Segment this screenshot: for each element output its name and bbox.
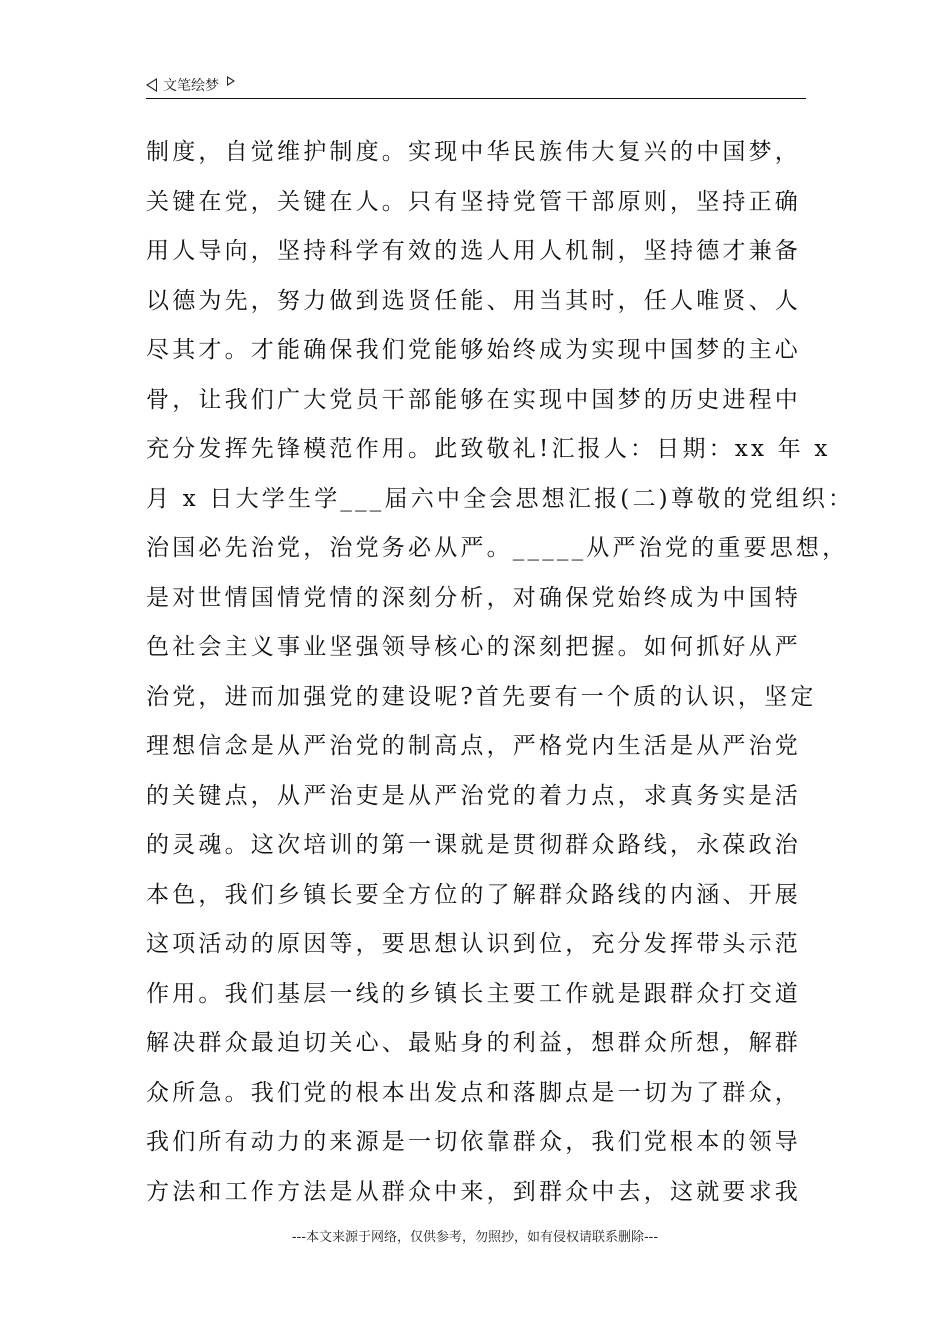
triangle-left-icon [146,78,157,92]
body-line: 骨，让我们广大党员干部能够在实现中国梦的历史进程中 [146,386,801,413]
body-line: 理想信念是从严治党的制高点，严格党内生活是从严治党 [146,733,801,759]
body-line: 以德为先，努力做到选贤任能、用当其时，任人唯贤、人 [146,287,801,314]
body-line: 关键在党，关键在人。只有坚持党管干部原则，坚持正确 [146,188,801,215]
document-body [146,128,855,1217]
header-title: 文笔绘梦 [163,78,219,94]
body-line: 尽其才。才能确保我们党能够始终成为实现中国梦的主心 [146,337,801,363]
body-line: 众所急。我们党的根本出发点和落脚点是一切为了群众， [146,1079,801,1106]
body-line: 解决群众最迫切关心、最贴身的利益，想群众所想，解群 [146,1030,801,1056]
body-line: 的关键点，从严治吏是从严治党的着力点，求真务实是活 [146,782,801,809]
body-line: 用人导向，坚持科学有效的选人用人机制，坚持德才兼备 [146,238,801,264]
body-line: 我们所有动力的来源是一切依靠群众，我们党根本的领导 [146,1129,801,1155]
body-line: 本色，我们乡镇长要全方位的了解群众路线的内涵、开展 [146,881,801,908]
body-line: 的灵魂。这次培训的第一课就是贯彻群众路线，永葆政治 [146,832,801,858]
body-line: 月 x 日大学生学___届六中全会思想汇报(二)尊敬的党组织： [146,485,855,512]
body-line: 是对世情国情党情的深刻分析，对确保党始终成为中国特 [146,584,801,611]
body-line: 这项活动的原因等，要思想认识到位，充分发挥带头示范 [146,931,801,957]
body-line: 作用。我们基层一线的乡镇长主要工作就是跟群众打交道 [146,980,801,1007]
body-line: 治党，进而加强党的建设呢?首先要有一个质的认识，坚定 [146,683,817,710]
body-line: 制度，自觉维护制度。实现中华民族伟大复兴的中国梦， [146,139,801,165]
body-line: 色社会主义事业坚强领导核心的深刻把握。如何抓好从严 [146,634,801,660]
triangle-right-icon [227,76,235,86]
page-footer: ---本文来源于网络，仅供参考，勿照抄，如有侵权请联系删除--- [291,1230,659,1245]
page-header [146,72,806,98]
body-line: 充分发挥先锋模范作用。此致敬礼!汇报人：日期：xx 年 x [146,436,831,462]
body-line: 方法和工作方法是从群众中来，到群众中去，这就要求我 [146,1178,801,1205]
body-line: 治国必先治党，治党务必从严。_____从严治党的重要思想， [146,535,849,561]
header-divider [146,98,806,99]
